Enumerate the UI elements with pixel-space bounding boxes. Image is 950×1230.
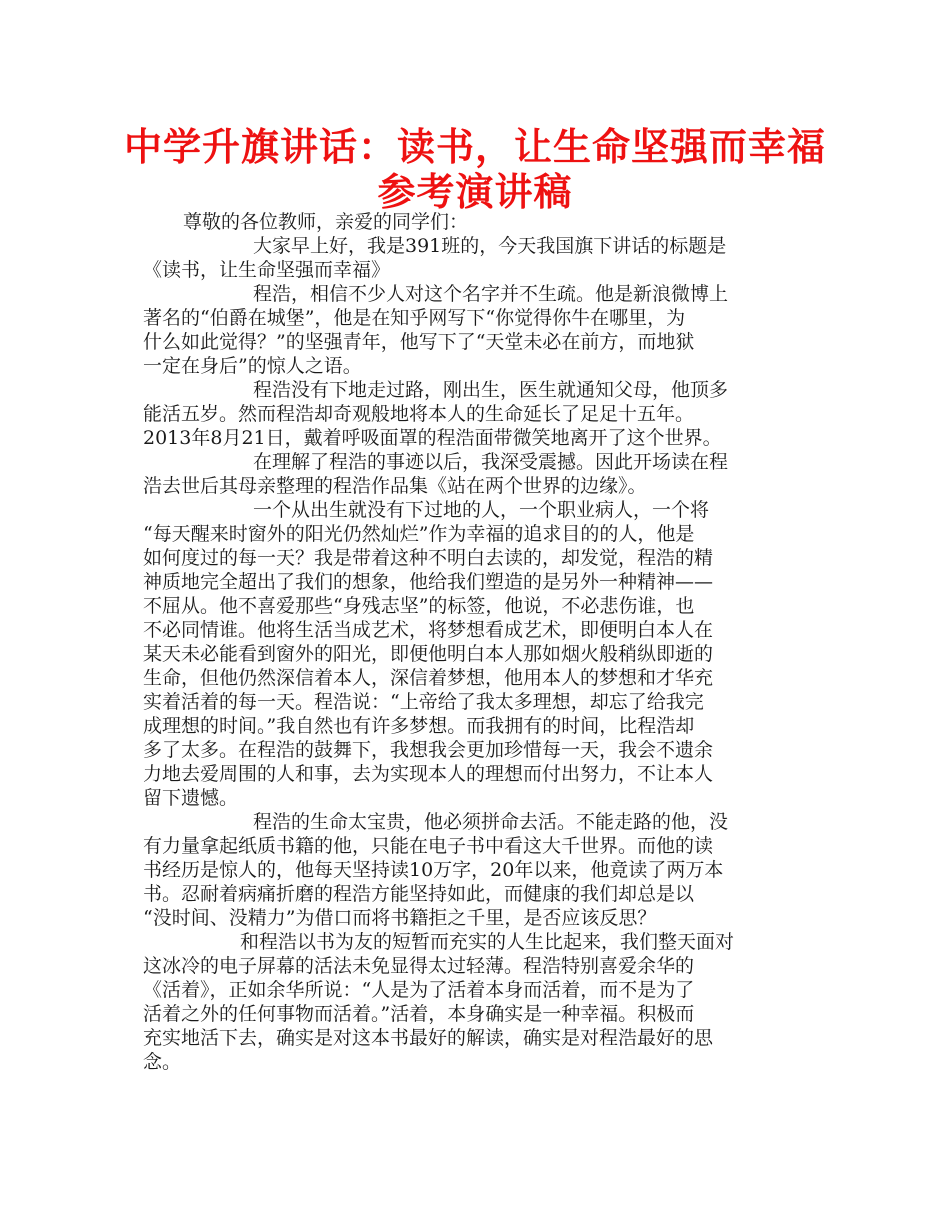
text-line: 念。 <box>143 1051 182 1073</box>
text-line: 留下遗憾。 <box>143 787 239 809</box>
document-body <box>143 210 813 1074</box>
text-line: 尊敬的各位教师，亲爱的同学们： <box>183 211 469 233</box>
text-line: 成理想的时间。”我自然也有许多梦想。而我拥有的时间，比程浩却 <box>143 715 695 737</box>
text-line: 《活着》，正如余华所说：“人是为了活着本身而活着，而不是为了 <box>143 979 695 1001</box>
text-line: 浩去世后其母亲整理的程浩作品集《站在两个世界的边缘》。 <box>143 475 647 497</box>
text-line: 一定在身后”的惊人之语。 <box>143 355 362 377</box>
text-line: 生命，但他仍然深信着本人，深信着梦想，他用本人的梦想和才华充 <box>143 667 714 689</box>
text-line: 和程浩以书为友的短暂而充实的人生比起来，我们整天面对 <box>240 931 735 953</box>
text-line: 这冰冷的电子屏幕的活法未免显得太过轻薄。程浩特别喜爱余华的 <box>143 955 695 977</box>
text-line: 著名的“伯爵在城堡”，他是在知乎网写下“你觉得你牛在哪里，为 <box>143 307 686 329</box>
text-line: “每天醒来时窗外的阳光仍然灿烂”作为幸福的追求目的的人，他是 <box>143 523 695 545</box>
text-line: “没时间、没精力”为借口而将书籍拒之千里，是否应该反思？ <box>143 907 657 929</box>
text-line: 能活五岁。然而程浩却奇观般地将本人的生命延长了足足十五年。 <box>143 403 695 425</box>
text-line: 实着活着的每一天。程浩说：“上帝给了我太多理想，却忘了给我完 <box>143 691 704 713</box>
document-title-line1: 中学升旗讲话：读书，让生命坚强而幸福 <box>123 125 826 169</box>
text-line: 某天未必能看到窗外的阳光，即便他明白本人那如烟火般稍纵即逝的 <box>143 643 714 665</box>
text-line: 活着之外的任何事物而活着。”活着，本身确实是一种幸福。积极而 <box>143 1003 695 1025</box>
text-line: 程浩没有下地走过路，刚出生，医生就通知父母，他顶多 <box>253 379 729 401</box>
text-line: 不屈从。他不喜爱那些“身残志坚”的标签，他说，不必悲伤谁，也 <box>143 595 695 617</box>
text-line: 2013年8月21日，戴着呼吸面罩的程浩面带微笑地离开了这个世界。 <box>143 427 722 449</box>
text-line: 大家早上好，我是391班的，今天我国旗下讲话的标题是 <box>253 235 727 257</box>
text-line: 在理解了程浩的事迹以后，我深受震撼。因此开场读在程 <box>253 451 729 473</box>
text-line: 神质地完全超出了我们的想象，他给我们塑造的是另外一种精神—— <box>143 571 714 593</box>
text-line: 如何度过的每一天？我是带着这种不明白去读的，却发觉，程浩的精 <box>143 547 714 569</box>
text-line: 一个从出生就没有下过地的人，一个职业病人，一个将 <box>253 499 710 521</box>
text-line: 力地去爱周围的人和事，去为实现本人的理想而付出努力，不让本人 <box>143 763 714 785</box>
text-line: 多了太多。在程浩的鼓舞下，我想我会更加珍惜每一天，我会不遗余 <box>143 739 714 761</box>
text-line: 充实地活下去，确实是对这本书最好的解读，确实是对程浩最好的思 <box>143 1027 714 1049</box>
text-line: 有力量拿起纸质书籍的他，只能在电子书中看这大千世界。而他的读 <box>143 835 714 857</box>
text-line: 程浩，相信不少人对这个名字并不生疏。他是新浪微博上 <box>253 283 729 305</box>
text-line: 书经历是惊人的，他每天坚持读10万字，20年以来，他竟读了两万本 <box>143 859 724 881</box>
text-line: 《读书，让生命坚强而幸福》 <box>143 259 391 281</box>
document-title-line2: 参考演讲稿 <box>377 170 573 214</box>
text-line: 书。忍耐着病痛折磨的程浩方能坚持如此，而健康的我们却总是以 <box>143 883 695 905</box>
text-line: 什么如此觉得？”的坚强青年，他写下了“天堂未必在前方，而地狱 <box>143 331 695 353</box>
text-line: 程浩的生命太宝贵，他必须拼命去活。不能走路的他，没 <box>253 811 729 833</box>
text-line: 不必同情谁。他将生活当成艺术，将梦想看成艺术，即便明白本人在 <box>143 619 714 641</box>
